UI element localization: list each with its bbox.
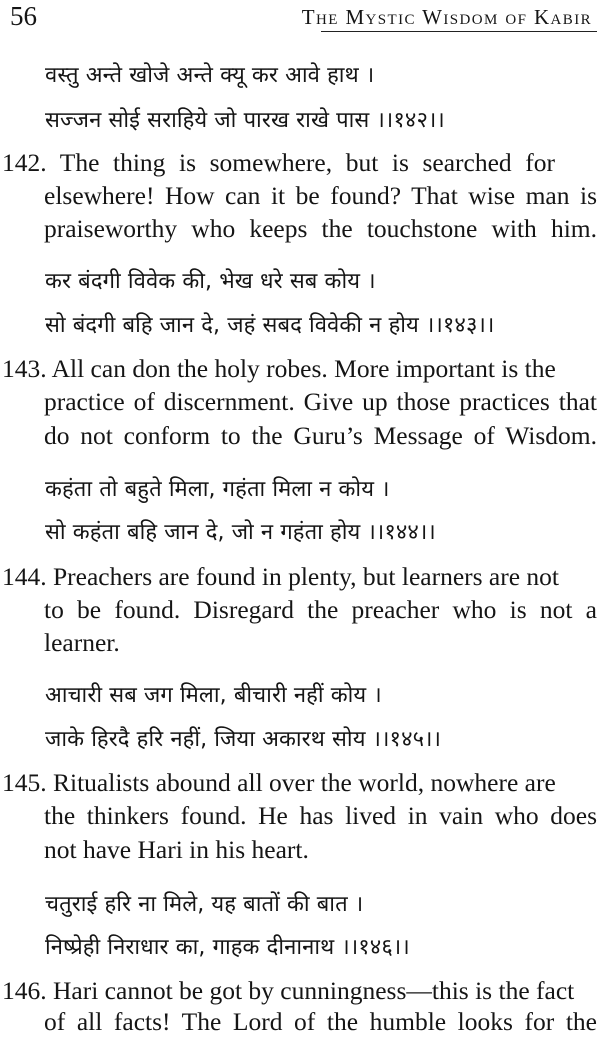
verse-line: जाके हिरदै हरि नहीं, जिया अकारथ सोय ।।१४५।। bbox=[45, 727, 442, 752]
header-rule bbox=[321, 31, 597, 32]
translation-line: 146. Hari cannot be got by cunningness—this is the fact bbox=[2, 976, 575, 1005]
translation-line: the thinkers found. He has lived in vain who does bbox=[44, 801, 597, 830]
translation-line: 145. Ritualists abound all over the world, nowhere are bbox=[2, 768, 556, 797]
translation-line: do not conform to the Guru’s Message of Wisdom. bbox=[44, 421, 597, 450]
page-number: 56 bbox=[10, 1, 37, 31]
translation-line: 142. The thing is somewhere, but is searched for bbox=[2, 148, 555, 177]
translation-line: praiseworthy who keeps the touchstone with him. bbox=[44, 214, 597, 243]
translation-line: practice of discernment. Give up those practices that bbox=[44, 387, 597, 416]
running-title: The Mystic Wisdom of Kabir bbox=[301, 5, 592, 29]
verse-line: चतुराई हरि ना मिले, यह बातों की बात । bbox=[45, 892, 364, 917]
verse-line: निष्प्रेही निराधार का, गाहक दीनानाथ ।।१४६।। bbox=[45, 935, 410, 960]
translation-line: of all facts! The Lord of the humble looks for the bbox=[44, 1007, 597, 1036]
translation-line: to be found. Disregard the preacher who is not a bbox=[44, 595, 597, 624]
verse-line: आचारी सब जग मिला, बीचारी नहीं कोय । bbox=[45, 683, 382, 708]
verse-line: सो कहंता बहि जान दे, जो न गहंता होय ।।१४४।। bbox=[45, 520, 436, 545]
translation-line: elsewhere! How can it be found? That wise man is bbox=[44, 181, 597, 210]
verse-line: सज्जन सोई सराहिये जो पारख राखे पास ।।१४२।। bbox=[45, 108, 445, 133]
translation-line: 143. All can don the holy robes. More important is the bbox=[2, 354, 556, 383]
translation-line: 144. Preachers are found in plenty, but learners are not bbox=[2, 562, 560, 591]
translation-line: learner. bbox=[44, 628, 120, 657]
page-header bbox=[0, 0, 600, 34]
verse-line: वस्तु अन्ते खोजे अन्ते क्यू कर आवे हाथ । bbox=[45, 63, 375, 88]
verse-line: कहंता तो बहुते मिला, गहंता मिला न कोय । bbox=[45, 477, 390, 502]
verse-line: सो बंदगी बहि जान दे, जहं सबद विवेकी न होय ।।१४३।। bbox=[45, 313, 495, 338]
translation-line: not have Hari in his heart. bbox=[44, 835, 309, 864]
verse-line: कर बंदगी विवेक की, भेख धरे सब कोय । bbox=[45, 269, 376, 294]
